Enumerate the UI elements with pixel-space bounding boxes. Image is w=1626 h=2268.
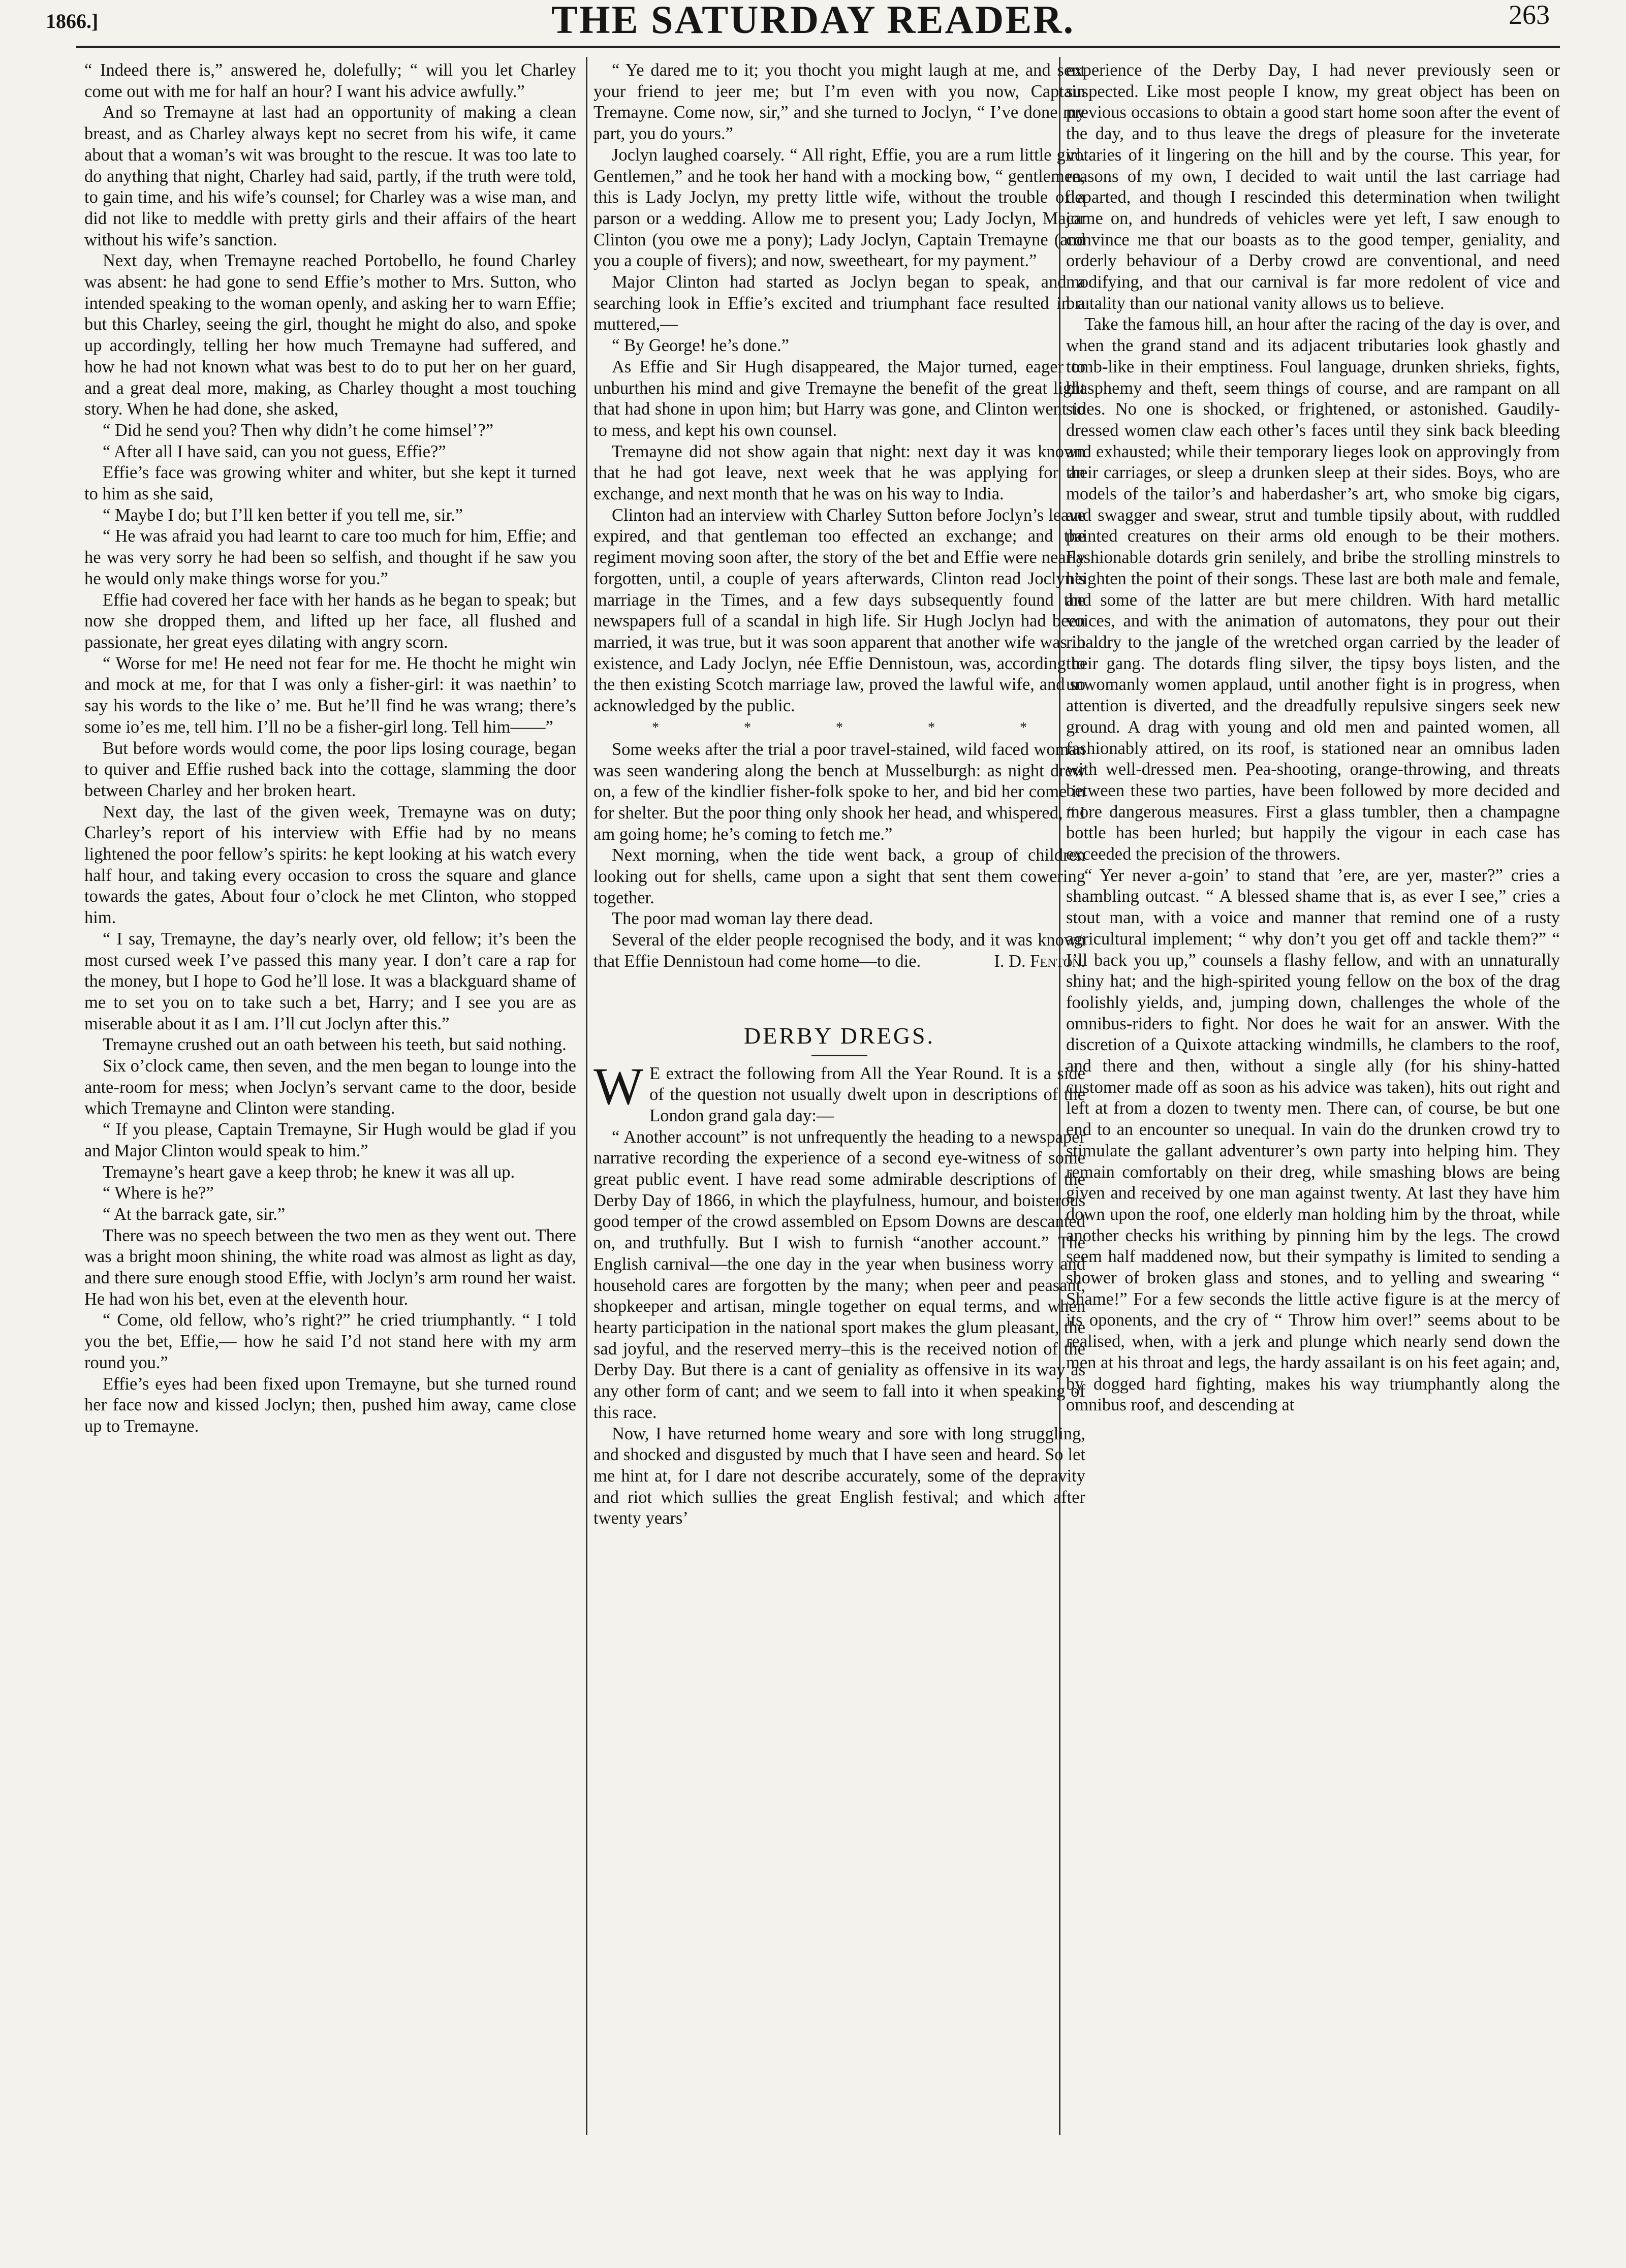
paragraph: Tremayne did not show again that night: next day it was known that he had got leave, next week that he was applying for an exchange, and next month that he was on his way to India.: [593, 442, 1085, 504]
article-title: DERBY DREGS.: [744, 1022, 935, 1049]
paragraph: “ After all I have said, can you not guess, Effie?”: [103, 442, 446, 461]
paragraph: “ If you please, Captain Tremayne, Sir Hugh would be glad if you and Major Clinton would speak to him.”: [84, 1120, 576, 1160]
column-2: [593, 60, 1085, 1529]
paragraph: But before words would come, the poor lips losing courage, began to quiver and Effie rushed back into the cottage, slamming the door between Charley and her broken heart.: [84, 738, 576, 800]
column-1: [84, 60, 576, 1437]
paragraph: experience of the Derby Day, I had never previously seen or suspected. Like most people I know, my great object has been on previous occasions to obtain a good start home soon after the event of the day, and to thus leave the dregs of pleasure for the inveterate votaries of it lingering on the hill and by the course. This year, for reasons of my own, I decided to wait until the last carriage had departed, and though I rescinded this determination when twilight came on, and hundreds of vehicles were yet left, I saw enough to convince me that our boasts as to the good temper, geniality, and orderly behaviour of a Derby crowd are conventional, and need modifying, and that our carnival is far more redolent of vice and brutality than our national vanity allows us to believe.: [1066, 60, 1560, 313]
drop-cap: W: [593, 1057, 644, 1116]
paragraph: “ Maybe I do; but I’ll ken better if you tell me, sir.”: [103, 505, 463, 525]
paragraph: The poor mad woman lay there dead.: [612, 909, 873, 929]
paragraph: “ Ye dared me to it; you thocht you might laugh at me, and sent your friend to jeer me; but I’m even with you now, Captain Tremayne. Come now, sir,” and she turned to Joclyn, “ I’ve done my part, you do yours.”: [593, 60, 1085, 144]
paragraph: Effie’s face was growing whiter and whiter, but she kept it turned to him as she said,: [84, 463, 576, 504]
spacer: [593, 972, 1085, 1021]
paragraph: Now, I have returned home weary and sore with long struggling, and shocked and disgusted by much that I have seen and heard. So let me hint at, for I dare not describe accurately, some of the depravity and riot which sullies the great English festival; and which after twenty years’: [593, 1424, 1085, 1528]
paragraph: Several of the elder people recognised the body, and it was known that Effie Dennistoun had come home—to die.: [593, 930, 1085, 971]
column-divider: [586, 57, 587, 2135]
paragraph: Some weeks after the trial a poor travel-stained, wild faced woman was seen wandering along the bench at Musselburgh: as night drew on, a few of the kindlier fisher-folk spoke to her, and bid her come in for shelter. But the poor thing only shook her head, and whispered, “ I am going home; he’s coming to fetch me.”: [593, 739, 1085, 844]
paragraph: “ Yer never a-goin’ to stand that ’ere, are yer, master?” cries a shambling outcast. “ A blessed shame that is, as ever I see,” cries a stout man, with a voice and manner that remind one of a rusty agricultural implement; “ why don’t you get off and tackle them?” “ I’ll back you up,” counsels a flashy fellow, and with an unnaturally shiny hat; and the high-spirited young fellow on the box of the drag foolishly yields, and, jumping down, challenges the whole of the omnibus-riders to fight. Nor does he wait for an answer. With the discretion of a Quixote attacking windmills, he clambers to the roof, and there and then, without a single ally (for his shiny-hatted customer made off as soon as his advice was taken), hits out right and left at from a dozen to twenty men. There can, of course, be but one end to an encounter so unequal. In vain do the drunken crowd try to stimulate the gallant adventurer’s own party into helping him. They remain comfortably on their dreg, while smashing blows are being given and received by one man against twenty. At last they have him down upon the roof, one elderly man holding him by the throat, while another checks his writhing by pinning him by the legs. The crowd seem half maddened now, but their sympathy is limited to sending a shower of broken glass and stones, and to yelling and swearing “ Shame!” For a few seconds the little active figure is at the mercy of its oponents, and the cry of “ Throw him over!” seems about to be realised, when, with a jerk and plunge which nearly send down the men at his throat and legs, the hardy assailant is on his feet again; and, by dogged hard fighting, makes his way triumphantly along the omnibus roof, and descending at: [1066, 865, 1560, 1415]
page-number: 263: [1509, 0, 1550, 30]
paragraph: Effie’s eyes had been fixed upon Tremayne, but she turned round her face now and kissed Joclyn; then, pushed him away, came close up to Tremayne.: [84, 1374, 576, 1436]
paragraph: Next day, when Tremayne reached Portobello, he found Charley was absent: he had gone to send Effie’s mother to Mrs. Sutton, who intended speaking to the woman openly, and asking her to warn Effie; but this Charley, seeing the girl, thought he might do also, and spoke up accordingly, telling her how much Tremayne had suffered, and how he had not known what was best to do to put her on her guard, and a great deal more, making, as Charley thought a most touching story. When he had done, she asked,: [84, 251, 576, 419]
paragraph: “ Worse for me! He need not fear for me. He thocht he might win and mock at me, for that I was only a fisher-girl: it was naethin’ to say his words to the like o’ me. But he’ll find he was wrang; there’s some io’es me, tell him. I’ll no be a fisher-girl long. Tell him——”: [84, 653, 576, 737]
paragraph: “ I say, Tremayne, the day’s nearly over, old fellow; it’s been the most cursed week I’ve passed this many year. I don’t care a rap for the money, but I hope to God he’ll lose. It was a blackguard shame of me to set you on to take such a bet, Harry; and I see you are as miserable about it as I am. I’ll cut Joclyn after this.”: [84, 929, 576, 1033]
paragraph: “ Another account” is not unfrequently the heading to a newspaper narrative recording the experience of a second eye-witness of some great public event. I have read some admirable descriptions of the Derby Day of 1866, in which the playfulness, humour, and boisterous good temper of the crowd assembled on Epsom Downs are descanted on, and truthfully. But I wish to furnish “another account.” The English carnival—the one day in the year when business worry and household cares are forgotten by the many; when peer and peasant, shopkeeper and artisan, mingle together on equal terms, and when hearty participation in the national sport makes the glum pleasant, the sad joyful, and the reserved merry–this is the received notion of the Derby Day. But there is a cant of geniality as offensive in its way as any other form of cant; and we seem to fall into it when speaking of this race.: [593, 1127, 1085, 1422]
paragraph: “ By George! he’s done.”: [612, 336, 790, 356]
issue-date: 1866.]: [46, 10, 99, 33]
paragraph: Tremayne’s heart gave a keep throb; he knew it was all up.: [103, 1162, 515, 1182]
intro-paragraph: [593, 1057, 1085, 1127]
paragraph: Tremayne crushed out an oath between his teeth, but said nothing.: [103, 1035, 567, 1055]
paragraph: Take the famous hill, an hour after the racing of the day is over, and when the grand stand and its adjacent tributaries look ghastly and tomb-like in their emptiness. Foul language, drunken shrieks, fights, blasphemy and theft, seem things of course, and are rampant on all sides. No one is shocked, or frightened, or astonished. Gaudily-dressed women claw each other’s faces until they sink back bleeding and exhausted; while their temporary lieges look on approvingly from their carriages, or sleep a drunken sleep at their sides. Boys, who are models of the tailor’s and haberdasher’s art, who smoke big cigars, and swagger and swear, strut and tumble tipsily about, with ruddled painted creatures on their arms old enough to be their mothers. Fashionable dotards grin senilely, and bribe the strolling minstrels to heighten the point of their songs. These last are both male and female, and some of the latter are but mere children. With hard metallic voices, and with the animation of automatons, they pour out their ribaldry to the jangle of the wretched organ carried by the leader of their gang. The dotards fling silver, the tipsy boys listen, and the unwomanly women applaud, until another fight is in progress, when attention is diverted, and the dreadfully repulsive singers seek new ground. A drag with young and old men and painted women, all fashionably attired, on its roof, is stationed near an omnibus laden with well-dressed men. Pea-shooting, orange-throwing, and threats between these two parties, have been followed by more decided and more dangerous measures. First a glass tumbler, then a champagne bottle has been hurled; but happily the vigour in each case has exceeded the precision of the throwers.: [1066, 314, 1560, 864]
paragraph: “ At the barrack gate, sir.”: [103, 1204, 286, 1224]
header-rule: [76, 46, 1560, 48]
author-signature: I. D. Fenton.: [994, 951, 1085, 971]
paragraph: Next morning, when the tide went back, a group of children looking out for shells, came upon a sight that sent them cowering together.: [593, 845, 1085, 907]
publication-title: THE SATURDAY READER.: [551, 0, 1075, 42]
paragraph: “ He was afraid you had learnt to care too much for him, Effie; and he was very sorry he had been so selfish, and thought if he saw you he would only make things worse for you.”: [84, 526, 576, 588]
paragraph: There was no speech between the two men as they went out. There was a bright moon shining, the white road was almost as light as day, and there sure enough stood Effie, with Joclyn’s arm round her waist. He had won his bet, even at the eleventh hour.: [84, 1225, 576, 1309]
paragraph: “ Where is he?”: [103, 1183, 214, 1203]
masthead: [0, 0, 1626, 42]
paragraph: “ Did he send you? Then why didn’t he come himsel’?”: [103, 420, 494, 440]
paragraph: And so Tremayne at last had an opportunity of making a clean breast, and as Charley always kept no secret from his wife, it came about that a woman’s wit was brought to the rescue. It was too late to do anything that night, Charley had said, partly, if the truth were told, to gain time, and his wife’s counsel; for Charley was a wise man, and did not like to meddle with pretty girls and their affairs of the heart without his wife’s sanction.: [84, 103, 576, 249]
paragraph: “ Come, old fellow, who’s right?” he cried triumphantly. “ I told you the bet, Effie,— how he said I’d not stand here with my arm round you.”: [84, 1310, 576, 1372]
intro-text: E extract the following from All the Year Round. It is a side of the question not usually dwelt upon in descriptions of the London grand gala day:—: [649, 1063, 1085, 1125]
section-break-stars: * * * * *: [652, 719, 1068, 736]
paragraph: Next day, the last of the given week, Tremayne was on duty; Charley’s report of his interview with Effie had by no means lightened the poor fellow’s spirits: he kept looking at his watch every half hour, and taking every occasion to cross the square and glance towards the gates, About four o’clock he met Clinton, who stopped him.: [84, 802, 576, 928]
title-rule: [811, 1055, 867, 1056]
paragraph: Effie had covered her face with her hands as he began to speak; but now she dropped them, and lifted up her face, all flushed and passionate, her great eyes dilating with angry scorn.: [84, 590, 576, 652]
paragraph: Major Clinton had started as Joclyn began to speak, and a searching look in Effie’s excited and triumphant face resulted in a muttered,—: [593, 272, 1085, 334]
paragraph: Six o’clock came, then seven, and the men began to lounge into the ante-room for mess; when Joclyn’s servant came to the door, beside which Tremayne and Clinton were standing.: [84, 1056, 576, 1118]
paragraph: Clinton had an interview with Charley Sutton before Joclyn’s leave expired, and that gentleman too effected an exchange; and the regiment moving soon after, the story of the bet and Effie were nearly forgotten, until, a couple of years afterwards, Clinton read Joclyn’s marriage in the Times, and a few days subsequently found the newspapers full of a scandal in high life. Sir Hugh Joclyn had been married, it was true, but it was soon apparent that another wife was in existence, and Lady Joclyn, née Effie Dennistoun, was, according to the then existing Scotch marriage law, proved the lawful wife, and so acknowledged by the public.: [593, 505, 1085, 716]
paragraph: As Effie and Sir Hugh disappeared, the Major turned, eager to unburthen his mind and give Tremayne the benefit of the great light that had shone in upon him; but Harry was gone, and Clinton went to to mess, and kept his own counsel.: [593, 357, 1085, 440]
paragraph: Joclyn laughed coarsely. “ All right, Effie, you are a rum little girl. Gentlemen,” and he took her hand with a mocking bow, “ gentlemen, this is Lady Joclyn, my pretty little wife, without the trouble of a parson or a wedding. Allow me to present you; Lady Joclyn, Major Clinton (you owe me a pony); Lady Joclyn, Captain Tremayne (and you a couple of fivers); and now, sweetheart, for my payment.”: [593, 145, 1085, 271]
paragraph: “ Indeed there is,” answered he, dolefully; “ will you let Charley come out with me for half an hour? I want his advice awfully.”: [84, 60, 576, 101]
column-3: [1066, 60, 1560, 1416]
